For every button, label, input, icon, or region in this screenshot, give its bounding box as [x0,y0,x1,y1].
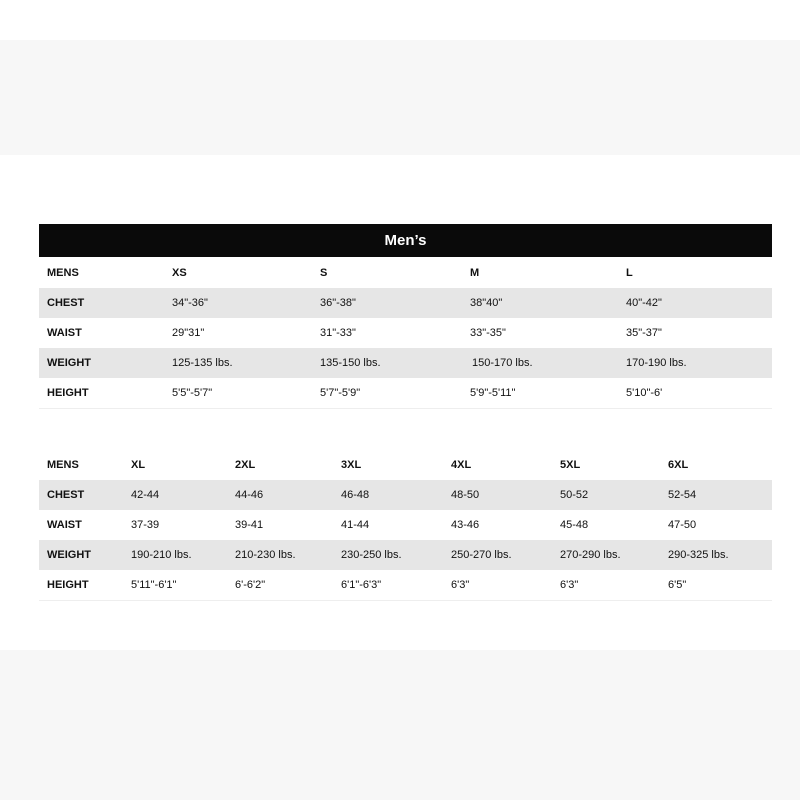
table-cell: 290-325 lbs. [668,549,729,561]
table-row-height [39,378,772,408]
table-cell: 40"-42" [626,297,662,309]
table-row-weight [39,348,772,378]
table-cell: 6'3" [451,579,470,591]
table-cell: 6'5" [668,579,687,591]
table-row-weight [39,540,772,570]
table-cell: 52-54 [668,489,697,501]
header-cell-m: M [470,267,480,279]
row-label-height: HEIGHT [47,579,89,591]
table-cell: 135-150 lbs. [320,357,381,369]
table-row-waist [39,318,772,348]
table-cell: 6'1"-6'3" [341,579,382,591]
header-cell-mens: MENS [47,267,79,279]
table-cell: 6'-6'2" [235,579,266,591]
size-table-large [39,450,772,601]
table-header-row [39,450,772,480]
header-cell-s: S [320,267,328,279]
table-cell: 5'5"-5'7" [172,387,213,399]
table-cell: 47-50 [668,519,697,531]
row-label-chest: CHEST [47,297,85,309]
header-cell-xs: XS [172,267,187,279]
bottom-gray-band [0,650,800,800]
header-cell-xl: XL [131,459,146,471]
table-cell: 150-170 lbs. [472,357,533,369]
header-cell-l: L [626,267,633,279]
table-cell: 6'3" [560,579,579,591]
table-cell: 46-48 [341,489,370,501]
table-cell: 31"-33" [320,327,356,339]
header-cell-mens: MENS [47,459,79,471]
table-cell: 50-52 [560,489,589,501]
size-table-small [39,258,772,409]
table-cell: 34"-36" [172,297,208,309]
table-row-chest [39,480,772,510]
table-cell: 39-41 [235,519,264,531]
table-cell: 170-190 lbs. [626,357,687,369]
table-cell: 5'11"-6'1" [131,579,177,591]
row-label-height: HEIGHT [47,387,89,399]
top-gray-band [0,40,800,155]
table-row-waist [39,510,772,540]
table-cell: 36"-38" [320,297,356,309]
table-cell: 44-46 [235,489,264,501]
table-cell: 48-50 [451,489,480,501]
table-cell: 5'9"-5'11" [470,387,516,399]
row-label-chest: CHEST [47,489,85,501]
table-cell: 45-48 [560,519,589,531]
table-cell: 270-290 lbs. [560,549,621,561]
table-cell: 210-230 lbs. [235,549,296,561]
table-row-chest [39,288,772,318]
chart-title: Men’s [384,232,427,249]
table-cell: 42-44 [131,489,160,501]
table-cell: 29"31" [172,327,205,339]
row-label-waist: WAIST [47,327,82,339]
table-cell: 5'10"-6' [626,387,663,399]
row-label-waist: WAIST [47,519,82,531]
table-cell: 5'7"-5'9" [320,387,361,399]
table-cell: 37-39 [131,519,160,531]
table-cell: 41-44 [341,519,370,531]
table-cell: 125-135 lbs. [172,357,233,369]
row-label-weight: WEIGHT [47,549,91,561]
header-cell-4xl: 4XL [451,459,472,471]
chart-title-bar [39,224,772,257]
table-cell: 38"40" [470,297,503,309]
table-cell: 230-250 lbs. [341,549,402,561]
table-cell: 250-270 lbs. [451,549,512,561]
table-cell: 33"-35" [470,327,506,339]
header-cell-3xl: 3XL [341,459,362,471]
header-cell-6xl: 6XL [668,459,689,471]
header-cell-5xl: 5XL [560,459,581,471]
table-cell: 43-46 [451,519,480,531]
header-cell-2xl: 2XL [235,459,256,471]
table-header-row [39,258,772,288]
row-label-weight: WEIGHT [47,357,91,369]
table-cell: 190-210 lbs. [131,549,192,561]
table-row-height [39,570,772,600]
table-cell: 35"-37" [626,327,662,339]
